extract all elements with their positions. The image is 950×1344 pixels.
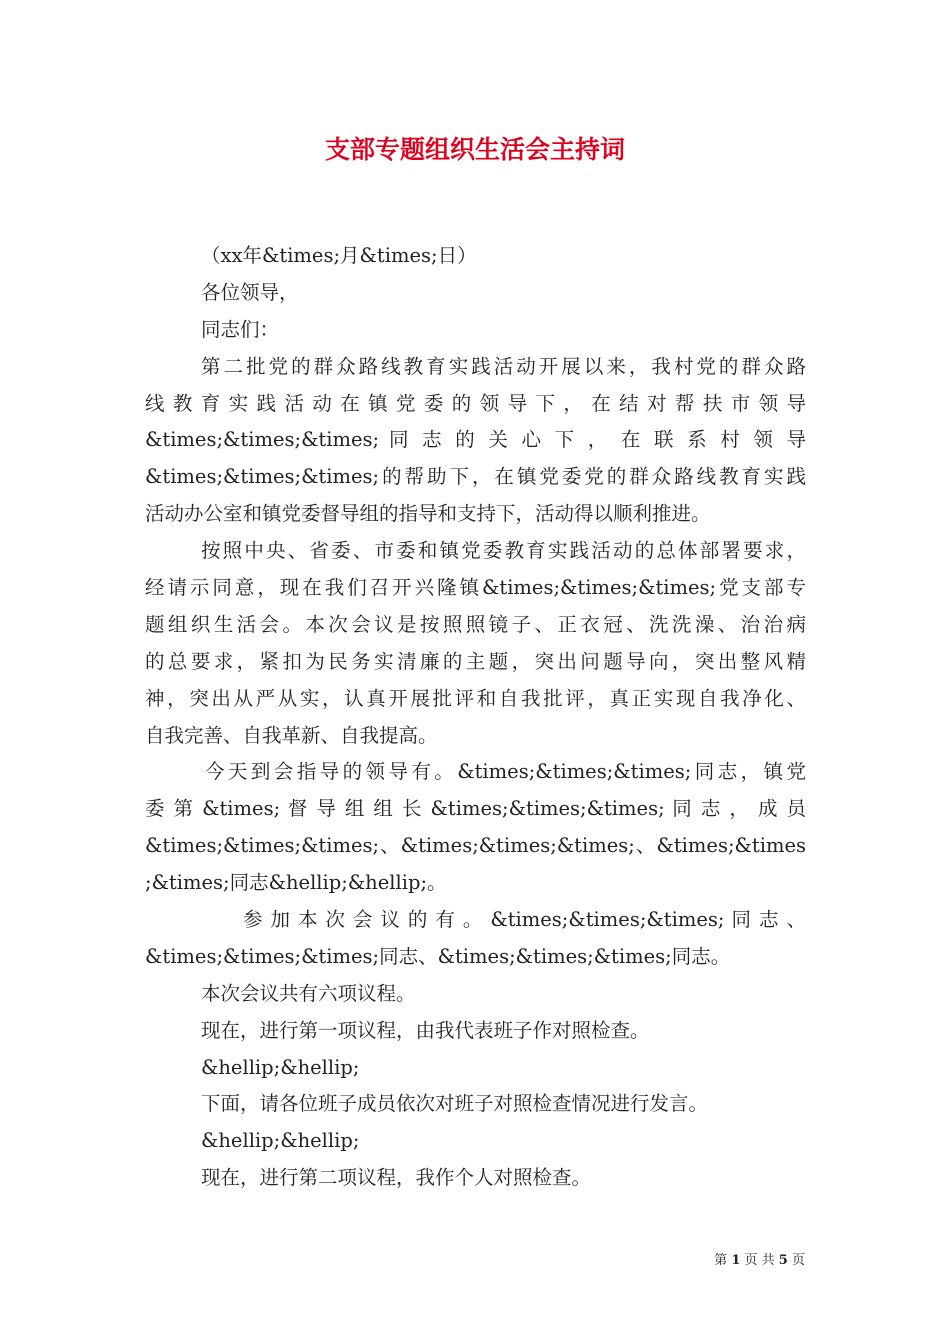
paragraph-line: 参 加 本 次 会 议 的 有 。 &times;&times;&times; 同 志 、 — [243, 908, 806, 932]
page-footer — [714, 1249, 805, 1268]
paragraph-line: &hellip;&hellip; — [201, 1129, 360, 1153]
date-line: （xx年&times;月&times;日） — [201, 244, 477, 267]
paragraph-line: 现在，进行第一项议程，由我代表班子作对照检查。 — [201, 1018, 650, 1042]
paragraph-line: 的总要求，紧扣为民务实清廉的主题，突出问题导向，突出整风精 — [145, 649, 806, 673]
salutation-line: 各位领导， — [201, 280, 299, 304]
paragraph-line: 活动办公室和镇党委督导组的指导和支持下，活动得以顺利推进。 — [145, 502, 711, 526]
document-body — [145, 238, 806, 1197]
paragraph-line: 题组织生活会。本次会议是按照照镜子、正衣冠、洗洗澡、治治病 — [145, 612, 806, 636]
paragraph-line: 现在，进行第二项议程，我作个人对照检查。 — [201, 1166, 592, 1190]
salutation-line: 同志们： — [201, 317, 280, 341]
footer-mid: 页 共 — [744, 1253, 775, 1268]
paragraph-line: 自我完善、自我革新、自我提高。 — [145, 723, 438, 747]
footer-prefix: 第 — [714, 1253, 728, 1268]
paragraph-line: 委 第 &times; 督 导 组 组 长 &times;&times;&times; 同 志 ， 成 员 — [145, 797, 806, 821]
paragraph-line: &hellip;&hellip; — [201, 1055, 360, 1079]
paragraph-line: &times;&times;&times;同志、&times;&times;&times;同志。 — [145, 944, 731, 968]
paragraph-line: &times;&times;&times; 同 志 的 关 心 下 ， 在 联 系 村 领 导 — [145, 428, 806, 452]
footer-suffix: 页 — [791, 1253, 805, 1268]
paragraph-line: 今天到会指导的领导有。&times;&times;&times;同志，镇党 — [205, 760, 806, 784]
paragraph-line: &times;&times;&times;的帮助下，在镇党委党的群众路线教育实践 — [145, 465, 806, 489]
paragraph-line: 按照中央、省委、市委和镇党委教育实践活动的总体部署要求， — [201, 539, 806, 563]
paragraph-line: 第二批党的群众路线教育实践活动开展以来，我村党的群众路 — [201, 354, 806, 378]
paragraph-line: 下面，请各位班子成员依次对班子对照检查情况进行发言。 — [201, 1092, 709, 1116]
paragraph-line: 线 教 育 实 践 活 动 在 镇 党 委 的 领 导 下 ， 在 结 对 帮 扶 市 领 导 — [145, 391, 806, 415]
paragraph-line: ;&times;同志&hellip;&hellip;。 — [145, 871, 447, 895]
current-page-number: 1 — [731, 1253, 741, 1268]
document-title: 支部专题组织生活会主持词 — [324, 135, 625, 164]
paragraph-line: &times;&times;&times;、&times;&times;&times;、&times;&times — [145, 834, 806, 858]
paragraph-line: 神，突出从严从实，认真开展批评和自我批评，真正实现自我净化、 — [145, 686, 806, 710]
paragraph-line: 本次会议共有六项议程。 — [201, 981, 416, 1005]
total-pages: 5 — [778, 1253, 788, 1268]
paragraph-line: 经请示同意，现在我们召开兴隆镇&times;&times;&times;党支部专 — [145, 576, 806, 600]
